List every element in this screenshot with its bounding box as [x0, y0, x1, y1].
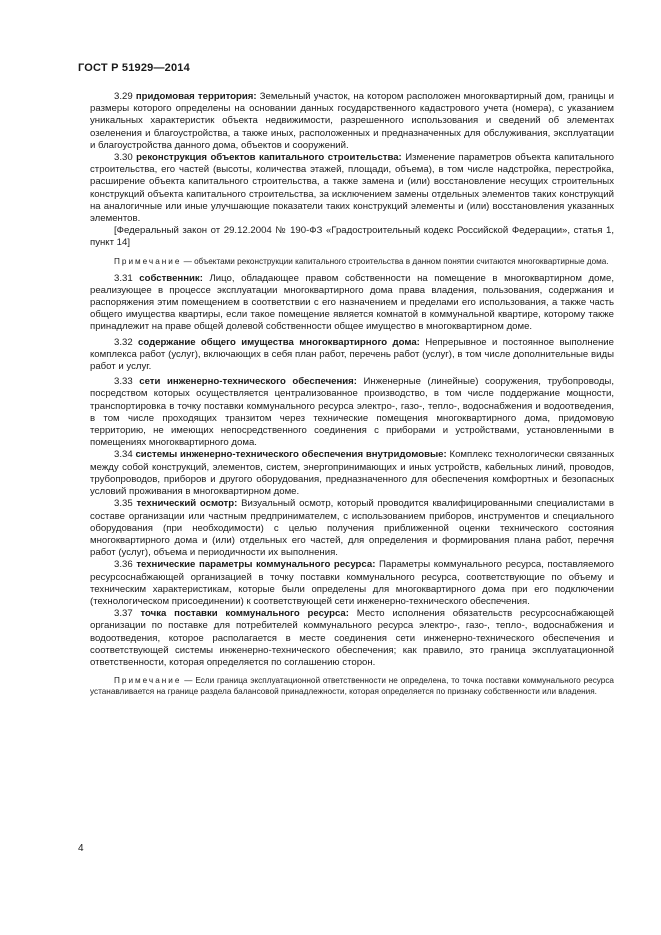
- entry-3-31: 3.31 собственник: Лицо, обладающее правом собственности на помещение в многоквартирном доме, реализующее в процессе эксплуатации многоквартирного дома права владения, пользования, содержания и распоряжения этим помещением в соответствии с его назначением и пределами его использования, а также часть общего имущества квартиры, если такое помещение является комнатой в коммунальной квартире, которому также принадлежит на праве общей долевой собственности общее имущество в многоквартирном доме.: [90, 272, 615, 333]
- note-3-37: Примечание — Если граница эксплуатационной ответственности не определена, то точка поставки коммунального ресурса устанавливается на границе раздела балансовой принадлежности, которая определяется по признаку собственности или владения.: [90, 676, 614, 697]
- note-label: Примечание: [114, 676, 182, 686]
- entry-3-29: 3.29 придомовая территория: Земельный участок, на котором расположен многоквартирный дом, границы и размеры которого определены на основании данных государственного кадастрового учета (номера), с указанием уникальных характеристик объекта недвижимости, разрешенного использования и сведений об элементах озеленения и благоустройства, а также иных, расположенных и предназначенных для обслуживания, эксплуатации и благоустройства данного дома, объектов и сооружений.: [90, 91, 614, 151]
- entry-3-32: 3.32 содержание общего имущества многоквартирного дома: Непрерывное и постоянное выполнение комплекса работ (услуг), включающих в себя план работ, перечень работ (услуг), в том числе дополнительные виды работ и услуг.: [90, 336, 614, 373]
- term: придомовая территория:: [135, 91, 257, 102]
- term: сети инженерно-технического обеспечения:: [139, 376, 357, 388]
- entry-3-36: 3.36 технические параметры коммунального ресурса: Параметры коммунального ресурса, поставляемого ресурсоснабжающей организацией в точку поставки коммунального ресурса, соответствующие по объему и техническим характеристикам, которые были определены для многоквартирного дома при его подключении (технологическом присоединении) к соответствующей сети инженерно-технического обеспечения.: [90, 559, 614, 607]
- legal-reference: [Федеральный закон от 29.12.2004 № 190-ФЗ «Градостроительный кодекс Российской Федерации», статья 1, пункт 14]: [90, 225, 614, 249]
- entry-3-34: 3.34 системы инженерно-технического обеспечения внутридомовые: Комплекс технологически связанных между собой конструкций, элементов, систем, энергопринимающих и иных устройств, кабельных линий, проводов, трубопроводов, приборов и другого оборудования, предназначенного для обеспечения комфортных и безопасных условий проживания в многоквартирном доме.: [90, 449, 615, 498]
- entry-3-30: 3.30 реконструкция объектов капитального строительства: Изменение параметров объекта капитального строительства, его частей (высоты, количества этажей, площади, объема), в том числе надстройка, перестройка, расширение объекта капитального строительства, а также замена и (или) восстановление несущих строительных конструкций объекта капитального строительства, за исключением замены отдельных элементов таких конструкций на аналогичные или иные улучшающие показатели таких конструкций элементы и (или) восстановления указанных элементов.: [90, 152, 614, 225]
- document-header: ГОСТ Р 51929—2014: [78, 62, 190, 74]
- term: системы инженерно-технического обеспечения внутридомовые:: [135, 449, 447, 461]
- term: точка поставки коммунального ресурса:: [140, 608, 349, 620]
- term: содержание общего имущества многоквартирного дома:: [138, 336, 420, 348]
- entry-3-35: 3.35 технический осмотр: Визуальный осмотр, который проводится квалифицированными специалистами в составе организации или частным предпринимателем, с использованием приборов, инструментов и специального оборудования (при необходимости) с целью получения приближенной оценки технического состояния многоквартирного дома и (или) отдельных его частей, для определения и формирования плана работ, перечня работ (услуг), объема и периодичности их выполнения.: [90, 498, 614, 559]
- document-body: [90, 91, 614, 703]
- term: собственник:: [139, 272, 203, 284]
- page-number: 4: [78, 843, 84, 854]
- entry-3-37: 3.37 точка поставки коммунального ресурса: Место исполнения обязательств ресурсоснабжающей организации по поставке для потребителей коммунального ресурса электро-, газо-, тепло-, водоснабжения и водоотведения, которое располагается в месте соединения сети инженерно-технического обеспечения и соответствующей системы инженерно-технического обеспечения; как правило, это граница эксплуатационной ответственности, которая определяется по соглашению сторон.: [90, 608, 614, 668]
- term: технические параметры коммунального ресурса:: [136, 559, 376, 571]
- term: технический осмотр:: [136, 498, 238, 510]
- term: реконструкция объектов капитального строительства:: [136, 152, 402, 164]
- entry-3-33: 3.33 сети инженерно-технического обеспечения: Инженерные (линейные) сооружения, трубопроводы, посредством которых осуществляется централизованное производство, в том числе поддержание мощности, транспортировка в точку поставки коммунального ресурса электро-, газо-, тепло-, водоснабжения и водоотведения, в том числе проходящих транзитом через технические помещения многоквартирного дома, придомовую территорию, не имеющих непосредственного соединения с приборами и устройствами, установленными в помещениях многоквартирного дома.: [90, 376, 614, 449]
- note-label: Примечание: [114, 256, 182, 266]
- note-3-30: Примечание — объектами реконструкции капитального строительства в данном понятии считаются многоквартирные дома.: [114, 256, 609, 266]
